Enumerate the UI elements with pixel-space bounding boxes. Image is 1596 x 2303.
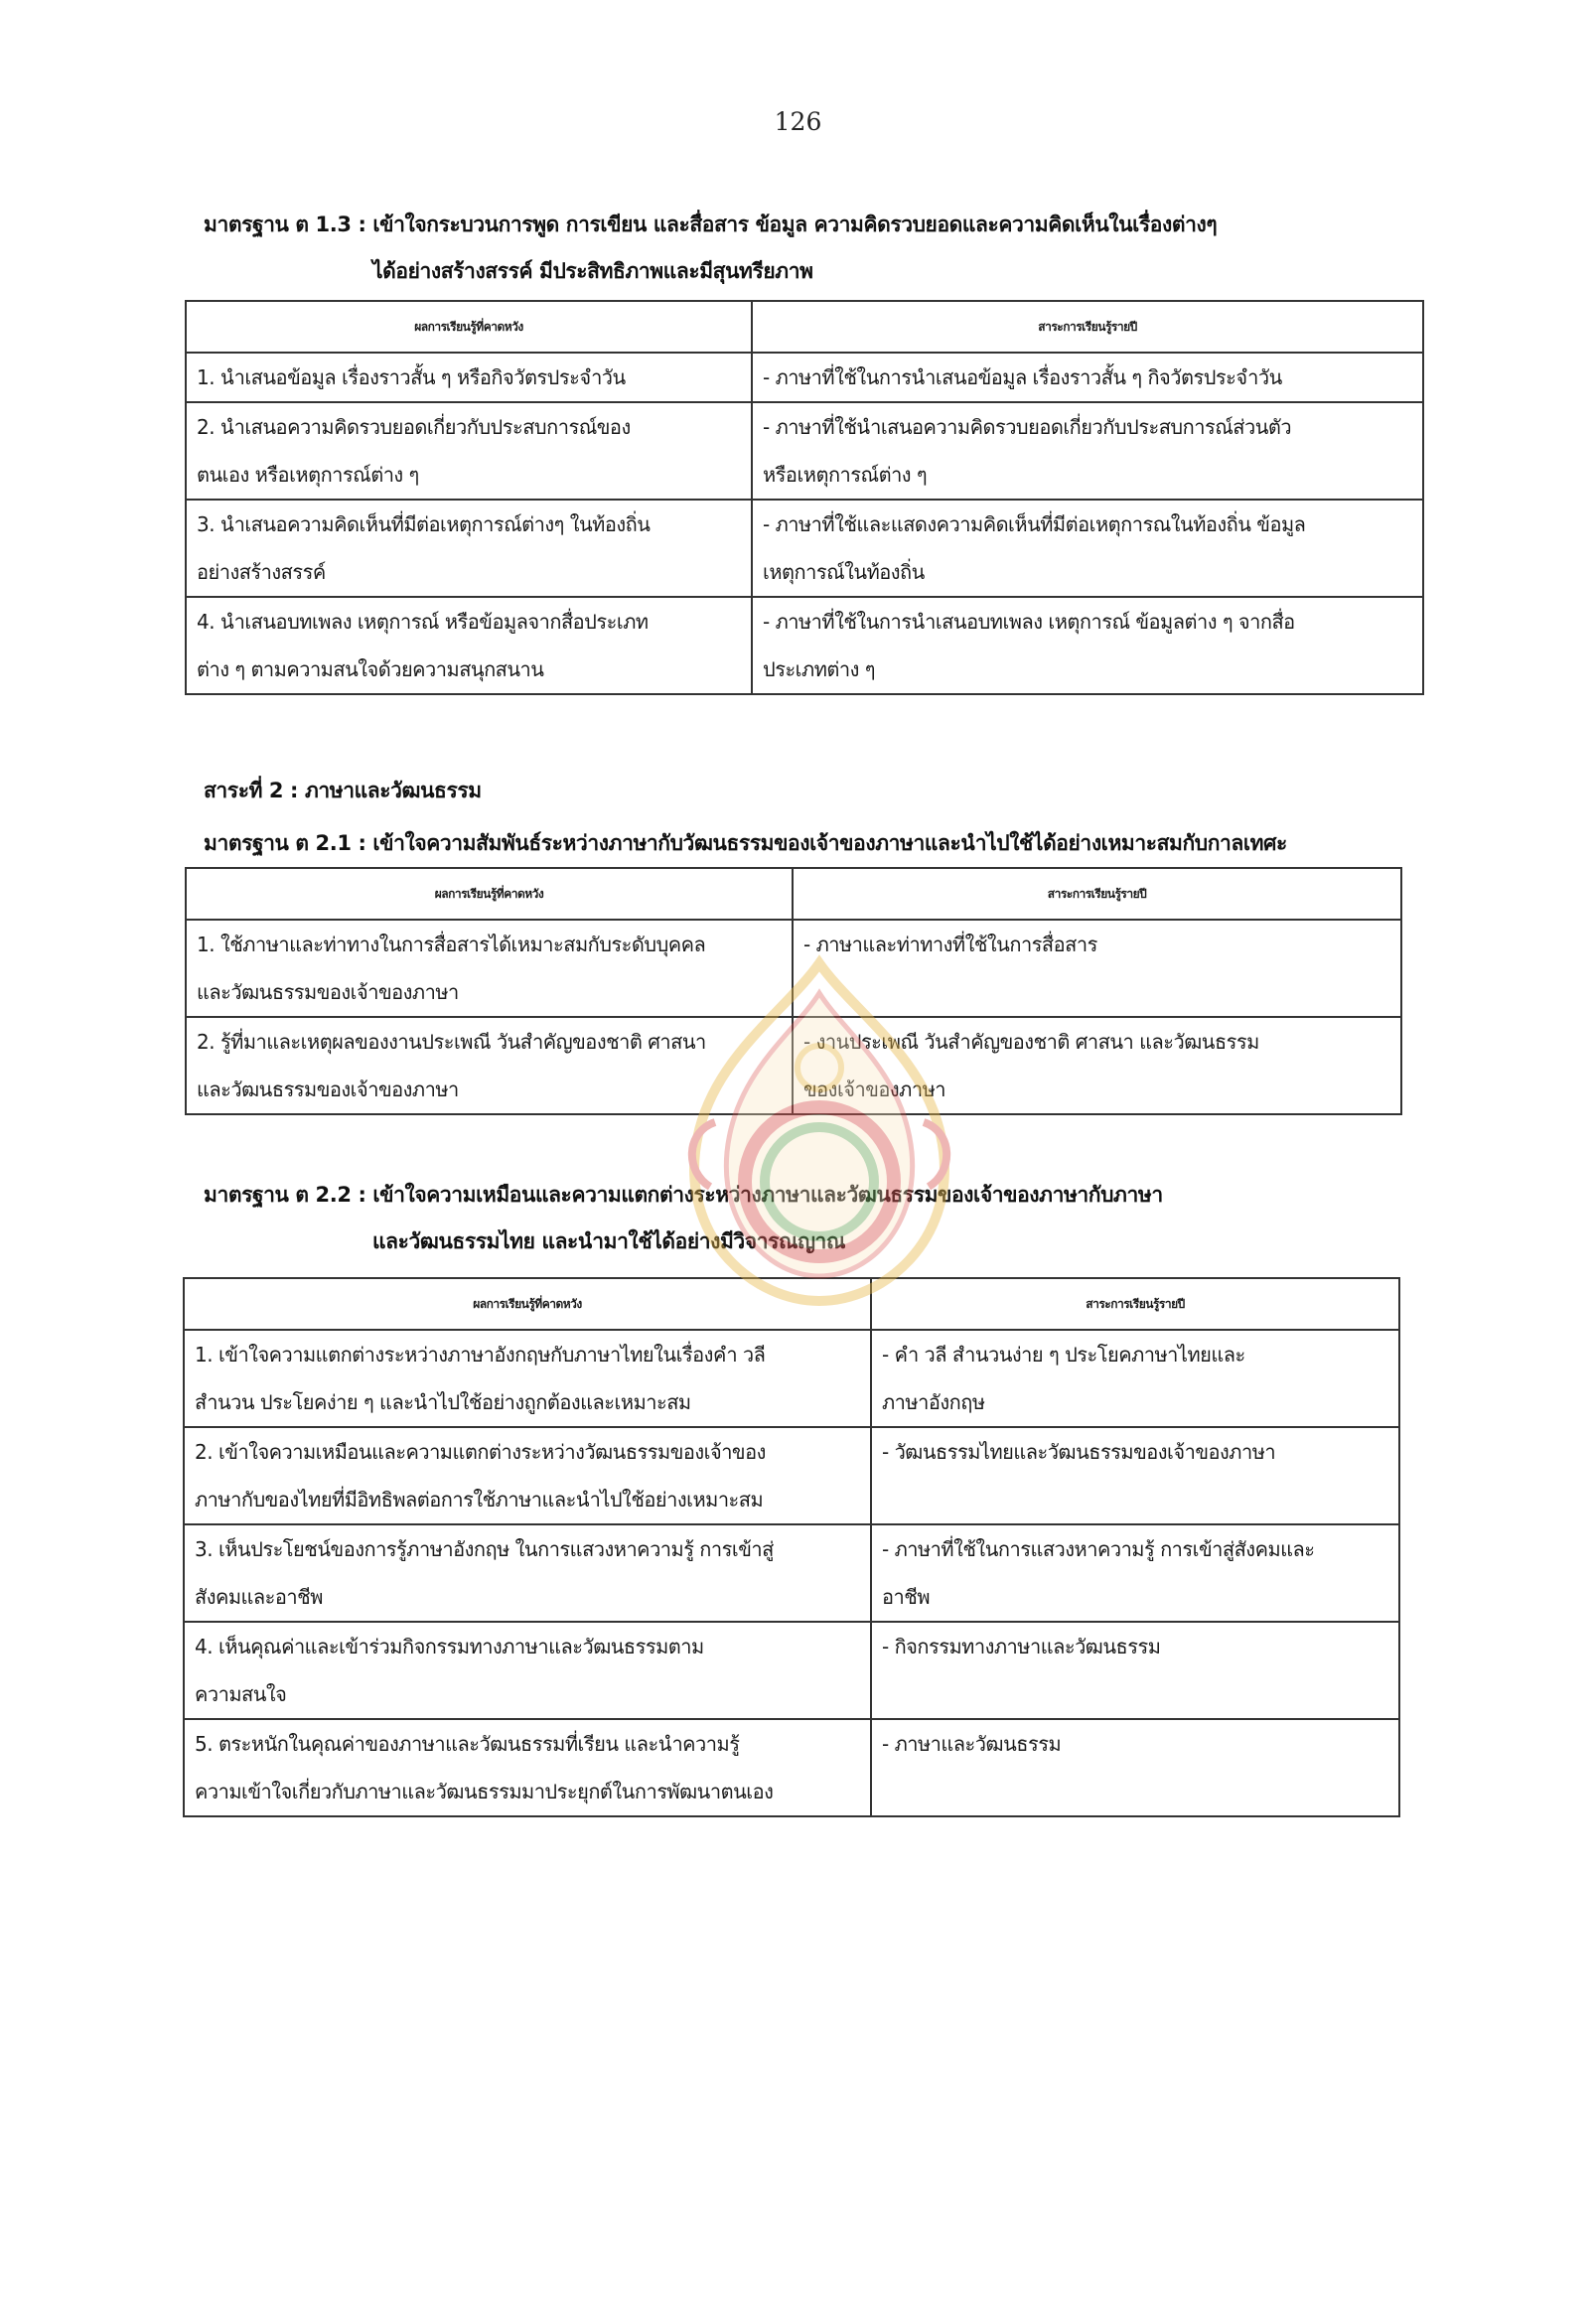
cell-text-line: หรือเหตุการณ์ต่าง ๆ	[763, 463, 928, 487]
cell-text-line: 2. เข้าใจความเหมือนและความแตกต่างระหว่างวัฒนธรรมของเจ้าของ	[195, 1440, 766, 1464]
learning-content-cell	[752, 353, 1423, 402]
cell-text-line: - ภาษาที่ใช้ในการนำเสนอข้อมูล เรื่องราวสั้น ๆ กิจวัตรประจำวัน	[763, 365, 1282, 389]
expected-outcome-cell	[184, 1719, 871, 1816]
table-row	[186, 500, 1423, 597]
cell-text-line: - งานประเพณี วันสำคัญของชาติ ศาสนา และวัฒนธรรม	[803, 1030, 1259, 1054]
table-row	[184, 1622, 1399, 1719]
cell-text-line: 1. ใช้ภาษาและท่าทางในการสื่อสารได้เหมาะสมกับระดับบุคคล	[197, 933, 706, 956]
page-number: 126	[774, 107, 822, 136]
cell-text-line: - คำ วลี สำนวนง่าย ๆ ประโยคภาษาไทยและ	[882, 1343, 1245, 1367]
table-row	[186, 402, 1423, 500]
cell-text-line: และวัฒนธรรมของเจ้าของภาษา	[197, 1078, 459, 1101]
learning-content-cell	[752, 500, 1423, 597]
standard-2-2-table	[183, 1277, 1400, 1817]
expected-outcome-cell	[184, 1524, 871, 1622]
cell-text-line: 2. รู้ที่มาและเหตุผลของงานประเพณี วันสำคัญของชาติ ศาสนา	[197, 1030, 706, 1054]
column-header-content: สาระการเรียนรู้รายปี	[871, 1278, 1399, 1330]
table-row	[184, 1719, 1399, 1816]
cell-text-line: 4. นำเสนอบทเพลง เหตุการณ์ หรือข้อมูลจากสื่อประเภท	[197, 610, 649, 634]
column-header-content: สาระการเรียนรู้รายปี	[793, 868, 1401, 920]
standard-2-1-heading-line1: มาตรฐาน ต 2.1 : เข้าใจความสัมพันธ์ระหว่างภาษากับวัฒนธรรมของเจ้าของภาษาและนำไปใช้ได้อย่างเหมาะสมกับกาลเทศะ	[204, 831, 1287, 855]
expected-outcome-cell	[186, 597, 752, 694]
standard-2-2-heading-line1: มาตรฐาน ต 2.2 : เข้าใจความเหมือนและความแตกต่างระหว่างภาษาและวัฒนธรรมของเจ้าของภาษากับภาษา	[204, 1183, 1163, 1207]
cell-text-line: 2. นำเสนอความคิดรวบยอดเกี่ยวกับประสบการณ์ของ	[197, 415, 631, 439]
cell-text-line: 1. นำเสนอข้อมูล เรื่องราวสั้น ๆ หรือกิจวัตรประจำวัน	[197, 365, 626, 389]
expected-outcome-cell	[186, 402, 752, 500]
strand-2-heading: สาระที่ 2 : ภาษาและวัฒนธรรม	[204, 779, 482, 802]
expected-outcome-cell	[184, 1622, 871, 1719]
column-header-outcome: ผลการเรียนรู้ที่คาดหวัง	[186, 868, 793, 920]
learning-content-cell	[871, 1524, 1399, 1622]
column-header-outcome: ผลการเรียนรู้ที่คาดหวัง	[184, 1278, 871, 1330]
table-row	[186, 1017, 1401, 1114]
cell-text-line: - ภาษาที่ใช้และแสดงความคิดเห็นที่มีต่อเหตุการณในท้องถิ่น ข้อมูล	[763, 512, 1306, 536]
column-header-outcome: ผลการเรียนรู้ที่คาดหวัง	[186, 301, 752, 353]
cell-text-line: ภาษาอังกฤษ	[882, 1390, 985, 1414]
standard-2-2-heading-line2: และวัฒนธรรมไทย และนำมาใช้ได้อย่างมีวิจารณญาณ	[372, 1229, 846, 1253]
table-row	[184, 1524, 1399, 1622]
learning-content-cell	[793, 1017, 1401, 1114]
learning-content-cell	[871, 1719, 1399, 1816]
learning-content-cell	[871, 1330, 1399, 1427]
table-header-row	[186, 301, 1423, 353]
cell-text-line: 5. ตระหนักในคุณค่าของภาษาและวัฒนธรรมที่เรียน และนำความรู้	[195, 1732, 740, 1756]
standard-2-1-table	[185, 867, 1402, 1115]
learning-content-cell	[752, 402, 1423, 500]
cell-text-line: อาชีพ	[882, 1585, 930, 1609]
learning-content-cell	[871, 1622, 1399, 1719]
learning-content-cell	[793, 920, 1401, 1017]
cell-text-line: สำนวน ประโยคง่าย ๆ และนำไปใช้อย่างถูกต้องและเหมาะสม	[195, 1390, 691, 1414]
cell-text-line: ภาษากับของไทยที่มีอิทธิพลต่อการใช้ภาษาและนำไปใช้อย่างเหมาะสม	[195, 1488, 764, 1511]
expected-outcome-cell	[186, 500, 752, 597]
standard-1-3-heading-line1: มาตรฐาน ต 1.3 : เข้าใจกระบวนการพูด การเขียน และสื่อสาร ข้อมูล ความคิดรวบยอดและความคิดเห็นในเรื่องต่างๆ	[204, 213, 1218, 236]
cell-text-line: 3. นำเสนอความคิดเห็นที่มีต่อเหตุการณ์ต่างๆ ในท้องถิ่น	[197, 512, 651, 536]
table-row	[184, 1427, 1399, 1524]
cell-text-line: สังคมและอาชีพ	[195, 1585, 323, 1609]
expected-outcome-cell	[186, 920, 793, 1017]
cell-text-line: - กิจกรรมทางภาษาและวัฒนธรรม	[882, 1635, 1161, 1658]
cell-text-line: - ภาษาและวัฒนธรรม	[882, 1732, 1062, 1756]
cell-text-line: - วัฒนธรรมไทยและวัฒนธรรมของเจ้าของภาษา	[882, 1440, 1276, 1464]
table-row	[186, 597, 1423, 694]
standard-2-2-heading	[204, 1179, 1163, 1258]
cell-text-line: - ภาษาที่ใช้ในการแสวงหาความรู้ การเข้าสู่สังคมและ	[882, 1537, 1315, 1561]
table-row	[186, 920, 1401, 1017]
standard-1-3-heading	[204, 209, 1217, 288]
learning-content-cell	[752, 597, 1423, 694]
table-row	[186, 353, 1423, 402]
cell-text-line: ต่าง ๆ ตามความสนใจด้วยความสนุกสนาน	[197, 657, 544, 681]
cell-text-line: ของเจ้าของภาษา	[803, 1078, 946, 1101]
cell-text-line: 3. เห็นประโยชน์ของการรู้ภาษาอังกฤษ ในการแสวงหาความรู้ การเข้าสู่	[195, 1537, 774, 1561]
cell-text-line: 1. เข้าใจความแตกต่างระหว่างภาษาอังกฤษกับภาษาไทยในเรื่องคำ วลี	[195, 1343, 766, 1367]
expected-outcome-cell	[186, 1017, 793, 1114]
standard-1-3-heading-line2: ได้อย่างสร้างสรรค์ มีประสิทธิภาพและมีสุนทรียภาพ	[372, 259, 813, 283]
cell-text-line: ตนเอง หรือเหตุการณ์ต่าง ๆ	[197, 463, 419, 487]
cell-text-line: ความเข้าใจเกี่ยวกับภาษาและวัฒนธรรมมาประยุกต์ในการพัฒนาตนเอง	[195, 1780, 774, 1803]
cell-text-line: - ภาษาและท่าทางที่ใช้ในการสื่อสาร	[803, 933, 1097, 956]
expected-outcome-cell	[184, 1427, 871, 1524]
cell-text-line: 4. เห็นคุณค่าและเข้าร่วมกิจกรรมทางภาษาและวัฒนธรรมตาม	[195, 1635, 704, 1658]
table-header-row	[184, 1278, 1399, 1330]
cell-text-line: ประเภทต่าง ๆ	[763, 657, 875, 681]
cell-text-line: ความสนใจ	[195, 1682, 287, 1706]
cell-text-line: เหตุการณ์ในท้องถิ่น	[763, 560, 925, 584]
cell-text-line: และวัฒนธรรมของเจ้าของภาษา	[197, 980, 459, 1004]
table-header-row	[186, 868, 1401, 920]
standard-2-1-heading	[204, 827, 1287, 860]
cell-text-line: - ภาษาที่ใช้ในการนำเสนอบทเพลง เหตุการณ์ ข้อมูลต่าง ๆ จากสื่อ	[763, 610, 1295, 634]
column-header-content: สาระการเรียนรู้รายปี	[752, 301, 1423, 353]
cell-text-line: - ภาษาที่ใช้นำเสนอความคิดรวบยอดเกี่ยวกับประสบการณ์ส่วนตัว	[763, 415, 1292, 439]
standard-1-3-table	[185, 300, 1424, 695]
cell-text-line: อย่างสร้างสรรค์	[197, 560, 326, 584]
learning-content-cell	[871, 1427, 1399, 1524]
expected-outcome-cell	[184, 1330, 871, 1427]
table-row	[184, 1330, 1399, 1427]
expected-outcome-cell	[186, 353, 752, 402]
